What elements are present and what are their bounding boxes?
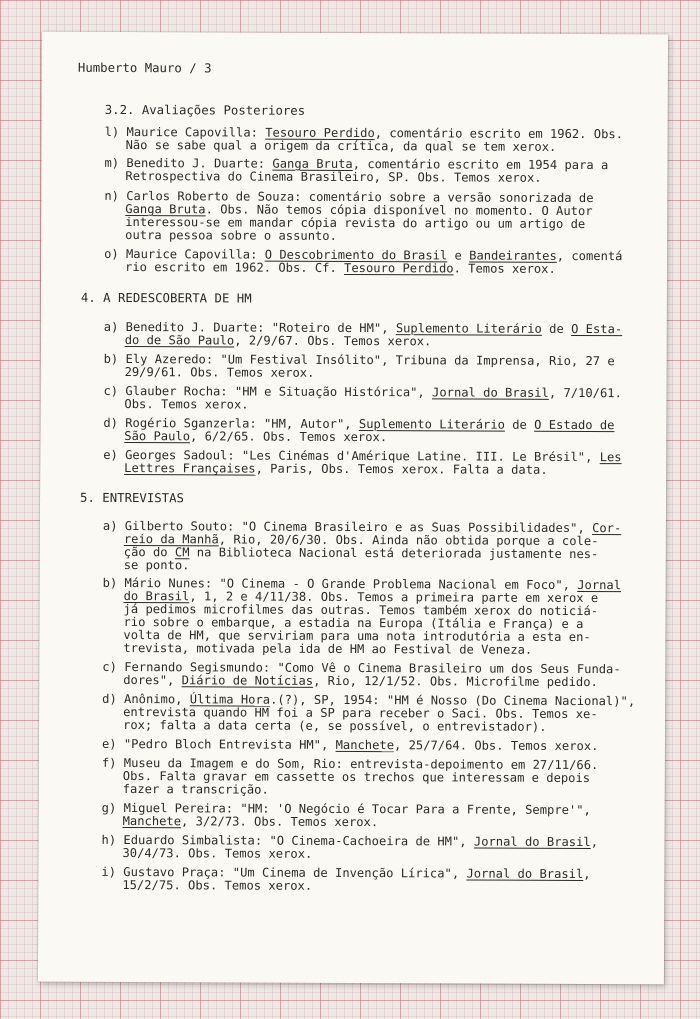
underlined-title: Jornal do Brasil	[473, 834, 591, 850]
text-run: d) Rogério Sganzerla: "HM, Autor",	[103, 415, 359, 432]
text-run: Obs. Falta gravar em cassette os trechos que interessam e depois	[122, 768, 591, 786]
text-run: entrevista quando HM foi a SP para receber o Saci. Obs. Temos xe-	[123, 704, 598, 722]
text-run: Não se sabe qual a origem da crítica, da qual se tem xerox.	[125, 138, 557, 154]
typed-page	[38, 32, 668, 985]
text-run: o) Maurice Capovilla:	[104, 246, 265, 262]
text-run: trevista, motivada pela ida de HM ao Festival de Veneza.	[123, 640, 533, 657]
underlined-title: Jornal do Brasil	[432, 385, 549, 400]
entry-line	[125, 261, 556, 276]
underlined-title: reio da Manhã	[123, 532, 219, 547]
text-run: e	[447, 248, 470, 263]
text-run: , comentário escrito em 1954 para a	[352, 156, 609, 173]
entry-line	[123, 642, 532, 657]
text-run: fazer a transcrição.	[122, 781, 269, 797]
text-run: c) Glauber Rocha: "HM e Situação Histórica",	[103, 383, 433, 400]
text-run: a) Benedito J. Duarte: "Roteiro de HM",	[103, 319, 396, 336]
text-run: d) Anônimo,	[102, 691, 190, 707]
text-run: l) Maurice Capovilla:	[104, 124, 266, 140]
header-text: Humberto Mauro / 3	[77, 60, 212, 76]
underlined-title: Tesouro Perdido	[265, 125, 375, 141]
text-run: . Obs. Não temos cópia disponível no momento. O Autor	[205, 202, 593, 219]
text-run: ,	[590, 835, 599, 850]
text-run: de	[541, 321, 572, 336]
underlined-title: do de São Paulo	[124, 333, 235, 348]
entry-line	[124, 462, 548, 477]
text-run: dores",	[123, 672, 182, 688]
text-run: n) Carlos Roberto de Souza: comentário sobre a versão sonorizada de	[104, 188, 594, 206]
text-run: Retrospectiva do Cinema Brasileiro, SP. Obs. Temos xerox.	[125, 169, 542, 185]
text-run: , Rio, 20/6/30. Obs. Ainda não obtida porque a cole-	[218, 532, 599, 549]
text-run: interessou-se em mandar cópia revista do artigo ou um artigo de	[125, 215, 586, 232]
section-title-text: 5. ENTREVISTAS	[80, 490, 185, 506]
text-run: e) Georges Sadoul: "Les Cinémas d'Amérique Latine. III. Le Brésil",	[103, 447, 600, 465]
text-run: outra pessoa sobre o assunto.	[125, 228, 337, 243]
underlined-title: Jornal do Brasil	[466, 866, 584, 882]
text-run: , 7/10/61.	[548, 385, 622, 401]
underlined-title: Lettres Françaises	[124, 461, 256, 476]
entry-line	[125, 170, 541, 185]
entry-line	[123, 674, 598, 689]
text-run: c) Fernando Segismundo: "Como Vê o Cinema Brasileiro um dos Seus Funda-	[102, 659, 621, 677]
text-run: , Paris, Obs. Temos xerox. Falta a data.	[255, 461, 548, 477]
underlined-title: O Descobrimento do Brasil	[264, 247, 448, 263]
underlined-title: CM	[174, 545, 190, 560]
text-run: h) Eduardo Simbalista: "O Cinema-Cachoeira de HM",	[101, 832, 474, 849]
entry-line	[125, 334, 432, 348]
text-run: Obs. Temos xerox.	[124, 397, 249, 412]
text-run: f) Museu da Imagem e do Som, Rio: entrevista-depoimento em 27/11/66.	[101, 755, 599, 773]
text-run: . Temos xerox.	[453, 261, 556, 276]
entry-line	[124, 430, 387, 444]
underlined-title: Ganga Bruta	[272, 156, 353, 171]
text-run: , 3/2/73. Obs. Temos xerox.	[181, 814, 379, 830]
entry-line	[124, 559, 190, 572]
section-title-3-2	[105, 104, 305, 118]
text-run: 15/2/75. Obs. Temos xerox.	[122, 877, 313, 893]
underlined-title: Manchete	[335, 737, 395, 753]
text-run: , 2/9/67. Obs. Temos xerox.	[234, 333, 432, 349]
text-run: g) Miguel Pereira: "HM: 'O Negócio é Tocar Para a Frente, Sempre'",	[101, 800, 591, 818]
text-run: , comentário escrito em 1962. Obs.	[374, 126, 624, 142]
underlined-title: Suplemento Literário	[358, 417, 505, 432]
underlined-title: do Brasil	[123, 589, 190, 604]
entry-line	[122, 847, 312, 861]
entry-line	[125, 229, 337, 243]
text-run: .(?), SP, 1954: "HM é Nosso (Do Cinema Nacional)",	[270, 692, 636, 709]
text-run: rox; falta a data certa (e, se possível, o entrevistador).	[123, 717, 547, 734]
underlined-title: Jornal	[577, 577, 622, 593]
text-run: 30/4/73. Obs. Temos xerox.	[122, 845, 313, 861]
text-run: na Biblioteca Nacional está deteriorada justamente nes-	[189, 545, 599, 562]
text-run: 29/9/61. Obs. Temos xerox.	[124, 365, 315, 380]
text-run: a) Gilberto Souto: "O Cinema Brasileiro e as Suas Possibilidades",	[102, 518, 593, 536]
entry-line	[124, 546, 599, 561]
text-run: , comentá	[556, 248, 623, 264]
entry-line	[102, 738, 599, 753]
text-run: i) Gustavo Praça: "Um Cinema de Invenção Lírica",	[101, 864, 467, 881]
entry-line	[123, 719, 547, 734]
text-run: de	[504, 417, 535, 432]
entry-line	[125, 366, 315, 380]
text-run: , 1, 2 e 4/11/38. Obs. Temos a primeira parte em xerox e	[189, 589, 599, 606]
underlined-title: Última Hora	[189, 692, 271, 707]
text-run: ção do	[123, 545, 175, 560]
underlined-title: Suplemento Literário	[395, 321, 542, 336]
text-run: rio escrito em 1962. Obs. Cf.	[125, 260, 345, 275]
underlined-title: São Paulo	[124, 429, 191, 444]
section-title-5	[80, 492, 184, 505]
entry-line	[126, 139, 557, 154]
underlined-title: Les	[599, 450, 622, 465]
text-run: b) Ely Azeredo: "Um Festival Insólito", Tribuna da Imprensa, Rio, 27 e	[103, 351, 615, 369]
underlined-title: Diário de Notícias	[181, 673, 314, 688]
text-run: volta de HM, que serviriam para uma nota introdutória a esta en-	[123, 627, 591, 645]
page-header	[78, 62, 212, 76]
text-run: se ponto.	[123, 558, 190, 573]
underlined-title: Cor-	[592, 521, 622, 536]
text-run: rio sobre o embarque, a estadia na Europa (Itália e França) e a	[123, 614, 584, 632]
text-run: m) Benedito J. Duarte:	[104, 155, 273, 171]
text-run: , 25/7/64. Obs. Temos xerox.	[393, 738, 599, 754]
entry-line	[123, 815, 379, 829]
underlined-title: Manchete	[122, 813, 182, 829]
text-run: ,	[583, 867, 591, 882]
section-title-4	[81, 292, 252, 306]
text-run: e) "Pedro Bloch Entrevista HM",	[101, 736, 336, 752]
underlined-title: Bandeirantes	[469, 248, 557, 263]
text-run: b) Mário Nunes: "O Cinema - O Grande Problema Nacional em Foco",	[102, 575, 578, 592]
entry-line	[124, 398, 248, 412]
entry-line	[123, 783, 269, 797]
text-run: , Rio, 12/1/52. Obs. Microfilme pedido.	[313, 673, 598, 690]
underlined-title: O Esta-	[571, 321, 623, 337]
entry-line	[122, 879, 312, 893]
text-run: , 6/2/65. Obs. Temos xerox.	[189, 429, 388, 445]
section-title-text: 4. A REDESCOBERTA DE HM	[80, 290, 252, 306]
underlined-title: Ganga Bruta	[125, 202, 206, 217]
text-run: já pedimos microfilmes das outras. Temos também xerox do noticiá-	[123, 601, 599, 619]
underlined-title: Tesouro Perdido	[344, 260, 454, 276]
section-title-text: 3.2. Avaliações Posteriores	[104, 102, 306, 118]
underlined-title: O Estado de	[534, 417, 615, 433]
